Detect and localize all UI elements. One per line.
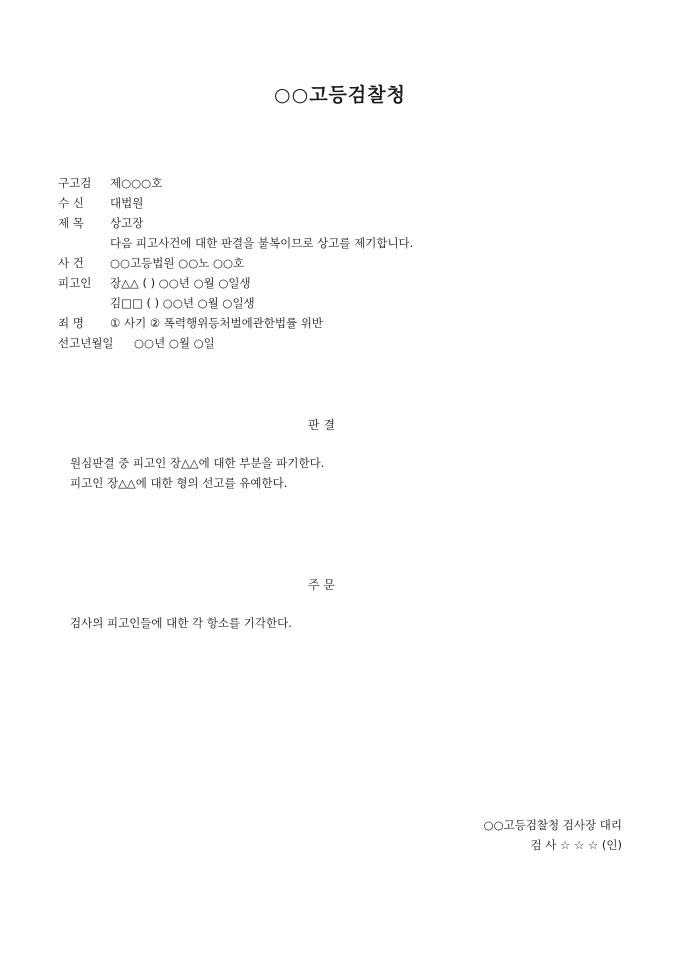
order-heading: 주 문: [308, 578, 335, 592]
judgment-heading: 판 결: [308, 418, 335, 432]
intro-text: 다음 피고사건에 대한 판결을 불복이므로 상고를 제기합니다.: [110, 236, 414, 250]
defendant-2: 김□□ ( ) ○○년 ○월 ○일생: [110, 296, 255, 310]
recipient-value: 대법원: [110, 196, 144, 210]
subject-label: 제 목: [58, 216, 84, 230]
sentence-date-label: 선고년월일: [58, 336, 114, 350]
signature-office: ○○고등검찰청 검사장 대리: [483, 818, 622, 832]
subject-value: 상고장: [110, 216, 144, 230]
defendant-1: 장△△ ( ) ○○년 ○월 ○일생: [110, 276, 251, 290]
judgment-line-1: 원심판결 중 피고인 장△△에 대한 부분을 파기한다.: [70, 456, 325, 470]
signature-prosecutor: 검 사 ☆ ☆ ☆ (인): [530, 838, 622, 852]
recipient-label: 수 신: [58, 196, 84, 210]
sentence-date-value: ○○년 ○월 ○일: [134, 336, 215, 350]
case-value: ○○고등법원 ○○노 ○○호: [110, 256, 245, 270]
order-line-1: 검사의 피고인들에 대한 각 항소를 기각한다.: [70, 616, 292, 630]
case-label: 사 건: [58, 256, 84, 270]
judgment-line-2: 피고인 장△△에 대한 형의 선고를 유예한다.: [70, 476, 288, 490]
defendant-label: 피고인: [58, 276, 92, 290]
charge-label: 죄 명: [58, 316, 84, 330]
case-number-label: 구고검: [58, 176, 92, 190]
case-number-value: 제○○○호: [110, 176, 163, 190]
charge-value: ① 사기 ② 폭력행위등처벌에관한법률 위반: [110, 316, 323, 330]
document-title: ○○고등검찰청: [274, 84, 406, 106]
